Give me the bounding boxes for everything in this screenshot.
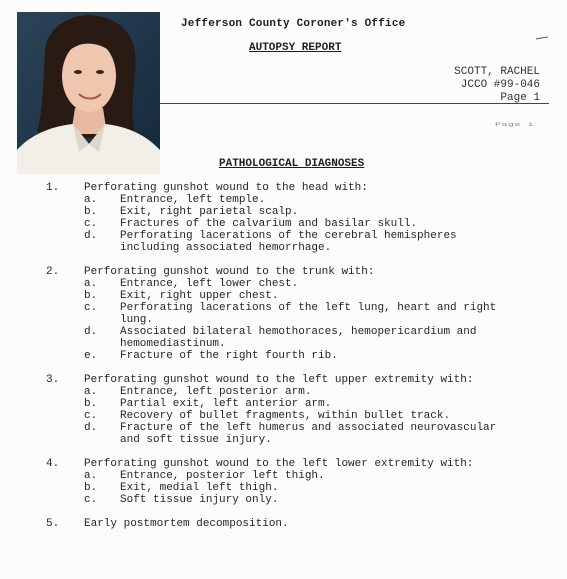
diagnosis-subitem — [84, 326, 546, 350]
diagnosis-subitem — [84, 482, 546, 494]
diagnosis-number: 5. — [46, 518, 60, 530]
subitem-letter: c. — [84, 494, 98, 506]
portrait-photo — [17, 12, 160, 174]
subitem-letter: a. — [84, 194, 98, 206]
subitem-text: Perforating lacerations of the left lung, heart and right — [120, 302, 497, 314]
subitem-letter: a. — [84, 278, 98, 290]
subitem-letter: d. — [84, 422, 98, 434]
subitem-letter: a. — [84, 470, 98, 482]
subitem-letter: d. — [84, 230, 98, 242]
pen-mark — [535, 36, 549, 40]
diagnosis-number: 3. — [46, 374, 60, 386]
diagnosis-subitem — [84, 278, 546, 290]
subitem-text: Entrance, left temple. — [120, 194, 266, 206]
subitem-letter: b. — [84, 398, 98, 410]
subitem-letter: d. — [84, 326, 98, 338]
diagnosis-text: Perforating gunshot wound to the left upper extremity with: — [84, 374, 474, 386]
subitem-text: Fracture of the right fourth rib. — [120, 350, 338, 362]
diagnosis-subitem — [84, 386, 546, 398]
diagnosis-text: Perforating gunshot wound to the head with: — [84, 182, 368, 194]
diagnosis-subitem — [84, 302, 546, 326]
diagnosis-item — [46, 182, 546, 254]
section-title: PATHOLOGICAL DIAGNOSES — [219, 158, 365, 170]
diagnosis-number: 2. — [46, 266, 60, 278]
page-number: Page 1 — [500, 92, 540, 104]
subitem-text: Associated bilateral hemothoraces, hemopericardium and — [120, 326, 477, 338]
subitem-letter: a. — [84, 386, 98, 398]
subitem-letter: e. — [84, 350, 98, 362]
header-divider — [160, 103, 549, 104]
diagnosis-subitem — [84, 410, 546, 422]
subitem-letter: c. — [84, 218, 98, 230]
subitem-text: Fractures of the calvarium and basilar skull. — [120, 218, 418, 230]
diagnosis-text: Perforating gunshot wound to the left lower extremity with: — [84, 458, 474, 470]
diagnosis-text: Early postmortem decomposition. — [84, 518, 289, 530]
subitem-text: Partial exit, left anterior arm. — [120, 398, 332, 410]
diagnosis-number: 4. — [46, 458, 60, 470]
subject-name: SCOTT, RACHEL — [454, 66, 540, 78]
subitem-text: Soft tissue injury only. — [120, 494, 279, 506]
subitem-letter: b. — [84, 482, 98, 494]
subitem-text: Exit, right parietal scalp. — [120, 206, 299, 218]
case-id-block — [454, 66, 540, 105]
subitem-letter: b. — [84, 290, 98, 302]
case-number: JCCO #99-046 — [460, 79, 540, 91]
subitem-letter: c. — [84, 302, 98, 314]
subitem-letter: b. — [84, 206, 98, 218]
subitem-letter: c. — [84, 410, 98, 422]
subitem-text: Perforating lacerations of the cerebral hemispheres — [120, 230, 457, 242]
diagnosis-subitem — [84, 494, 546, 506]
subitem-text: Fracture of the left humerus and associated neurovascular — [120, 422, 497, 434]
diagnosis-subitem — [84, 422, 546, 446]
subitem-text: Entrance, left posterior arm. — [120, 386, 312, 398]
subitem-text: lung. — [120, 314, 154, 326]
diagnosis-text: Perforating gunshot wound to the trunk with: — [84, 266, 375, 278]
portrait-image — [17, 12, 160, 174]
report-title: AUTOPSY REPORT — [249, 42, 342, 54]
subitem-text: hemomediastinum. — [120, 338, 226, 350]
faint-page-number: Page 1 — [495, 122, 535, 129]
subitem-text: Entrance, posterior left thigh. — [120, 470, 325, 482]
diagnosis-item — [46, 458, 546, 506]
diagnosis-subitem — [84, 218, 546, 230]
diagnosis-subitem — [84, 194, 546, 206]
diagnosis-subitem — [84, 398, 546, 410]
diagnosis-subitem — [84, 230, 546, 254]
diagnosis-list — [46, 182, 546, 542]
diagnosis-subitem — [84, 350, 546, 362]
diagnosis-item — [46, 518, 546, 530]
subitem-text: including associated hemorrhage. — [120, 242, 332, 254]
diagnosis-subitem — [84, 470, 546, 482]
diagnosis-item — [46, 266, 546, 362]
diagnosis-number: 1. — [46, 182, 60, 194]
office-name: Jefferson County Coroner's Office — [181, 18, 406, 30]
subitem-text: Entrance, left lower chest. — [120, 278, 299, 290]
subitem-text: Exit, medial left thigh. — [120, 482, 279, 494]
diagnosis-item — [46, 374, 546, 446]
subitem-text: and soft tissue injury. — [120, 434, 272, 446]
subitem-text: Recovery of bullet fragments, within bullet track. — [120, 410, 451, 422]
diagnosis-subitem — [84, 206, 546, 218]
subitem-text: Exit, right upper chest. — [120, 290, 279, 302]
diagnosis-subitem — [84, 290, 546, 302]
